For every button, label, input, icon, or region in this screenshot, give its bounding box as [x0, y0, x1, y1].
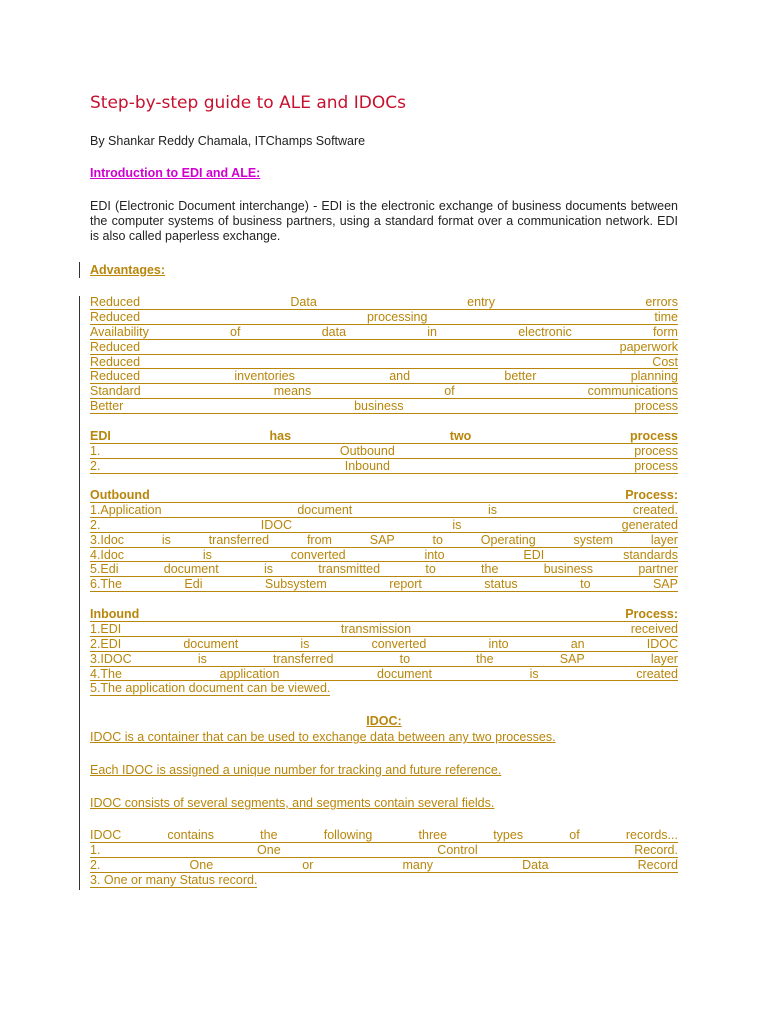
- inbound-step[interactable]: [90, 622, 678, 637]
- row-word: paperwork: [619, 339, 678, 354]
- row-word: SAP: [652, 577, 678, 592]
- row-word: is: [202, 547, 212, 562]
- row-word: Reduced: [90, 339, 141, 354]
- row-word: received: [630, 621, 678, 636]
- row-word: Data: [290, 295, 317, 309]
- row-word: layer: [650, 651, 678, 666]
- row-word: many: [402, 857, 434, 872]
- row-word: has: [269, 429, 292, 443]
- row-word: document: [183, 636, 239, 651]
- row-word: document: [163, 562, 219, 577]
- edi-process-heading[interactable]: [90, 429, 678, 444]
- idoc-records-list: [90, 828, 678, 888]
- row-word: time: [654, 309, 678, 324]
- row-word: SAP: [559, 651, 585, 666]
- idoc-unique-number-link[interactable]: Each IDOC is assigned a unique number for tracking and future reference.: [90, 763, 502, 777]
- row-word: 4.The: [90, 666, 122, 681]
- row-word: form: [652, 324, 678, 339]
- row-word: Inbound: [90, 607, 140, 621]
- row-word: report: [389, 577, 422, 592]
- row-word: Cost: [652, 354, 678, 369]
- row-word: Reduced: [90, 309, 141, 324]
- row-word: process: [634, 458, 678, 473]
- row-word: transmission: [340, 621, 412, 636]
- advantage-row[interactable]: [90, 295, 678, 310]
- row-word: Reduced: [90, 369, 141, 384]
- row-word: is: [452, 517, 462, 532]
- row-word: business: [354, 399, 404, 414]
- row-word: is: [488, 502, 498, 517]
- row-word: Reduced: [90, 295, 141, 309]
- row-word: is: [161, 532, 171, 547]
- row-word: following: [323, 828, 373, 842]
- outbound-step[interactable]: [90, 533, 678, 548]
- row-word: into: [424, 547, 445, 562]
- row-word: processing: [366, 309, 428, 324]
- row-word: is: [300, 636, 310, 651]
- row-word: transferred: [273, 651, 334, 666]
- row-word: process: [630, 429, 678, 443]
- row-word: converted: [371, 636, 427, 651]
- row-word: 2.EDI: [90, 636, 122, 651]
- row-word: types: [493, 828, 524, 842]
- inbound-step[interactable]: [90, 637, 678, 652]
- record-row[interactable]: [90, 873, 678, 888]
- row-word: Edi: [184, 577, 203, 592]
- row-word: two: [449, 429, 472, 443]
- row-word: data: [321, 324, 347, 339]
- row-word: transmitted: [318, 562, 381, 577]
- inbound-step[interactable]: [90, 667, 678, 682]
- margin-bar: [79, 262, 80, 278]
- inbound-step[interactable]: [90, 652, 678, 667]
- row-word: the: [481, 562, 499, 577]
- edi-process-row[interactable]: [90, 459, 678, 474]
- advantage-row[interactable]: [90, 325, 678, 340]
- row-word: errors: [645, 295, 678, 309]
- advantage-row[interactable]: [90, 369, 678, 384]
- row-word: entry: [467, 295, 495, 309]
- row-word: Process:: [625, 488, 678, 502]
- advantage-row[interactable]: [90, 399, 678, 414]
- row-word: One: [257, 842, 281, 857]
- byline: By Shankar Reddy Chamala, ITChamps Software: [90, 134, 366, 148]
- outbound-process-list: [90, 488, 678, 592]
- row-word: process: [634, 443, 678, 458]
- row-word: the: [260, 828, 278, 842]
- edi-process-row[interactable]: [90, 444, 678, 459]
- row-word: an: [570, 636, 585, 651]
- row-word: better: [504, 369, 537, 384]
- row-word: 3.Idoc: [90, 532, 125, 547]
- row-word: electronic: [518, 324, 572, 339]
- inbound-process-list: [90, 607, 678, 696]
- row-word: into: [488, 636, 509, 651]
- row-word: in: [427, 324, 437, 339]
- idoc-definition-link[interactable]: IDOC is a container that can be used to exchange data between any two processes.: [90, 730, 556, 744]
- row-word: is: [263, 562, 273, 577]
- row-word: application: [219, 666, 280, 681]
- row-word: from: [306, 532, 332, 547]
- row-word: Process:: [625, 607, 678, 621]
- record-row[interactable]: [90, 828, 678, 843]
- row-word: Record.: [634, 842, 678, 857]
- row-word: 5.Edi: [90, 562, 119, 577]
- row-word: layer: [650, 532, 678, 547]
- row-word: 1.EDI: [90, 621, 122, 636]
- row-word: communications: [587, 384, 678, 399]
- row-word: Control: [437, 842, 478, 857]
- row-word: 1.Application: [90, 502, 162, 517]
- row-word: records...: [625, 828, 678, 842]
- row-word: Operating: [480, 532, 536, 547]
- advantage-row[interactable]: [90, 310, 678, 325]
- outbound-step[interactable]: [90, 503, 678, 518]
- row-word: is: [197, 651, 207, 666]
- advantage-row[interactable]: [90, 355, 678, 370]
- row-word: to: [580, 577, 591, 592]
- row-word: 2.: [90, 458, 101, 473]
- row-word: EDI: [90, 429, 111, 443]
- row-word: transferred: [208, 532, 270, 547]
- row-word: three: [418, 828, 448, 842]
- row-word: Subsystem: [264, 577, 327, 592]
- row-word: created: [636, 666, 678, 681]
- row-word: to: [432, 532, 443, 547]
- row-word: or: [302, 857, 314, 872]
- row-word: 6.The: [90, 577, 122, 592]
- advantage-row[interactable]: [90, 340, 678, 355]
- row-text: 5.The application document can be viewed.: [90, 681, 331, 696]
- row-word: standards: [623, 547, 678, 562]
- row-word: Record: [637, 857, 678, 872]
- row-word: to: [425, 562, 436, 577]
- idoc-heading: [90, 714, 678, 728]
- row-word: created.: [632, 502, 678, 517]
- row-word: inventories: [234, 369, 295, 384]
- record-row[interactable]: [90, 858, 678, 873]
- row-word: 1.: [90, 842, 101, 857]
- row-word: Reduced: [90, 354, 141, 369]
- record-row[interactable]: [90, 843, 678, 858]
- row-word: process: [634, 399, 678, 414]
- row-word: EDI: [523, 547, 545, 562]
- advantages-list: [90, 295, 678, 414]
- row-word: 3.IDOC: [90, 651, 132, 666]
- row-word: SAP: [369, 532, 395, 547]
- row-word: Standard: [90, 384, 141, 399]
- row-word: the: [476, 651, 494, 666]
- row-word: of: [444, 384, 455, 399]
- idoc-heading-text[interactable]: IDOC:: [366, 714, 402, 728]
- row-word: is: [529, 666, 539, 681]
- row-word: and: [389, 369, 411, 384]
- outbound-step[interactable]: [90, 548, 678, 563]
- intro-heading: Introduction to EDI and ALE:: [90, 166, 261, 180]
- row-word: business: [543, 562, 594, 577]
- outbound-step[interactable]: [90, 518, 678, 533]
- row-word: system: [573, 532, 614, 547]
- row-word: contains: [167, 828, 214, 842]
- row-word: 2.: [90, 517, 101, 532]
- row-word: generated: [621, 517, 678, 532]
- row-word: of: [230, 324, 241, 339]
- row-word: IDOC: [260, 517, 292, 532]
- row-word: of: [569, 828, 580, 842]
- row-word: Outbound: [339, 443, 395, 458]
- margin-bar: [79, 796, 80, 812]
- row-word: Data: [522, 857, 549, 872]
- inbound-heading[interactable]: [90, 607, 678, 622]
- row-word: means: [273, 384, 312, 399]
- margin-bar: [79, 763, 80, 779]
- row-word: document: [377, 666, 432, 681]
- idoc-segments-link[interactable]: IDOC consists of several segments, and segments contain several fields.: [90, 796, 495, 810]
- intro-paragraph: EDI (Electronic Document interchange) - EDI is the electronic exchange of business documents between the computer systems of business partners, using a standard format over a communication network. EDI is also called paperless exchange.: [90, 199, 678, 243]
- outbound-step[interactable]: [90, 562, 678, 577]
- advantage-row[interactable]: [90, 384, 678, 399]
- row-word: partner: [638, 562, 678, 577]
- row-word: One: [189, 857, 214, 872]
- row-word: to: [399, 651, 411, 666]
- row-word: 1.: [90, 443, 101, 458]
- row-word: converted: [290, 547, 346, 562]
- advantages-heading[interactable]: Advantages:: [90, 263, 166, 277]
- row-word: Inbound: [344, 458, 390, 473]
- row-text: 3. One or many Status record.: [90, 872, 258, 887]
- row-word: 2.: [90, 857, 101, 872]
- row-word: planning: [630, 369, 678, 384]
- inbound-step[interactable]: [90, 681, 678, 696]
- page-title: Step-by-step guide to ALE and IDOCs: [90, 93, 406, 113]
- row-word: IDOC: [90, 828, 122, 842]
- row-word: Better: [90, 399, 124, 414]
- row-word: Availability: [90, 324, 149, 339]
- edi-process-list: [90, 429, 678, 474]
- outbound-step[interactable]: [90, 577, 678, 592]
- row-word: IDOC: [646, 636, 678, 651]
- row-word: document: [297, 502, 353, 517]
- outbound-heading[interactable]: [90, 488, 678, 503]
- row-word: Outbound: [90, 488, 150, 502]
- row-word: status: [484, 577, 518, 592]
- row-word: 4.Idoc: [90, 547, 125, 562]
